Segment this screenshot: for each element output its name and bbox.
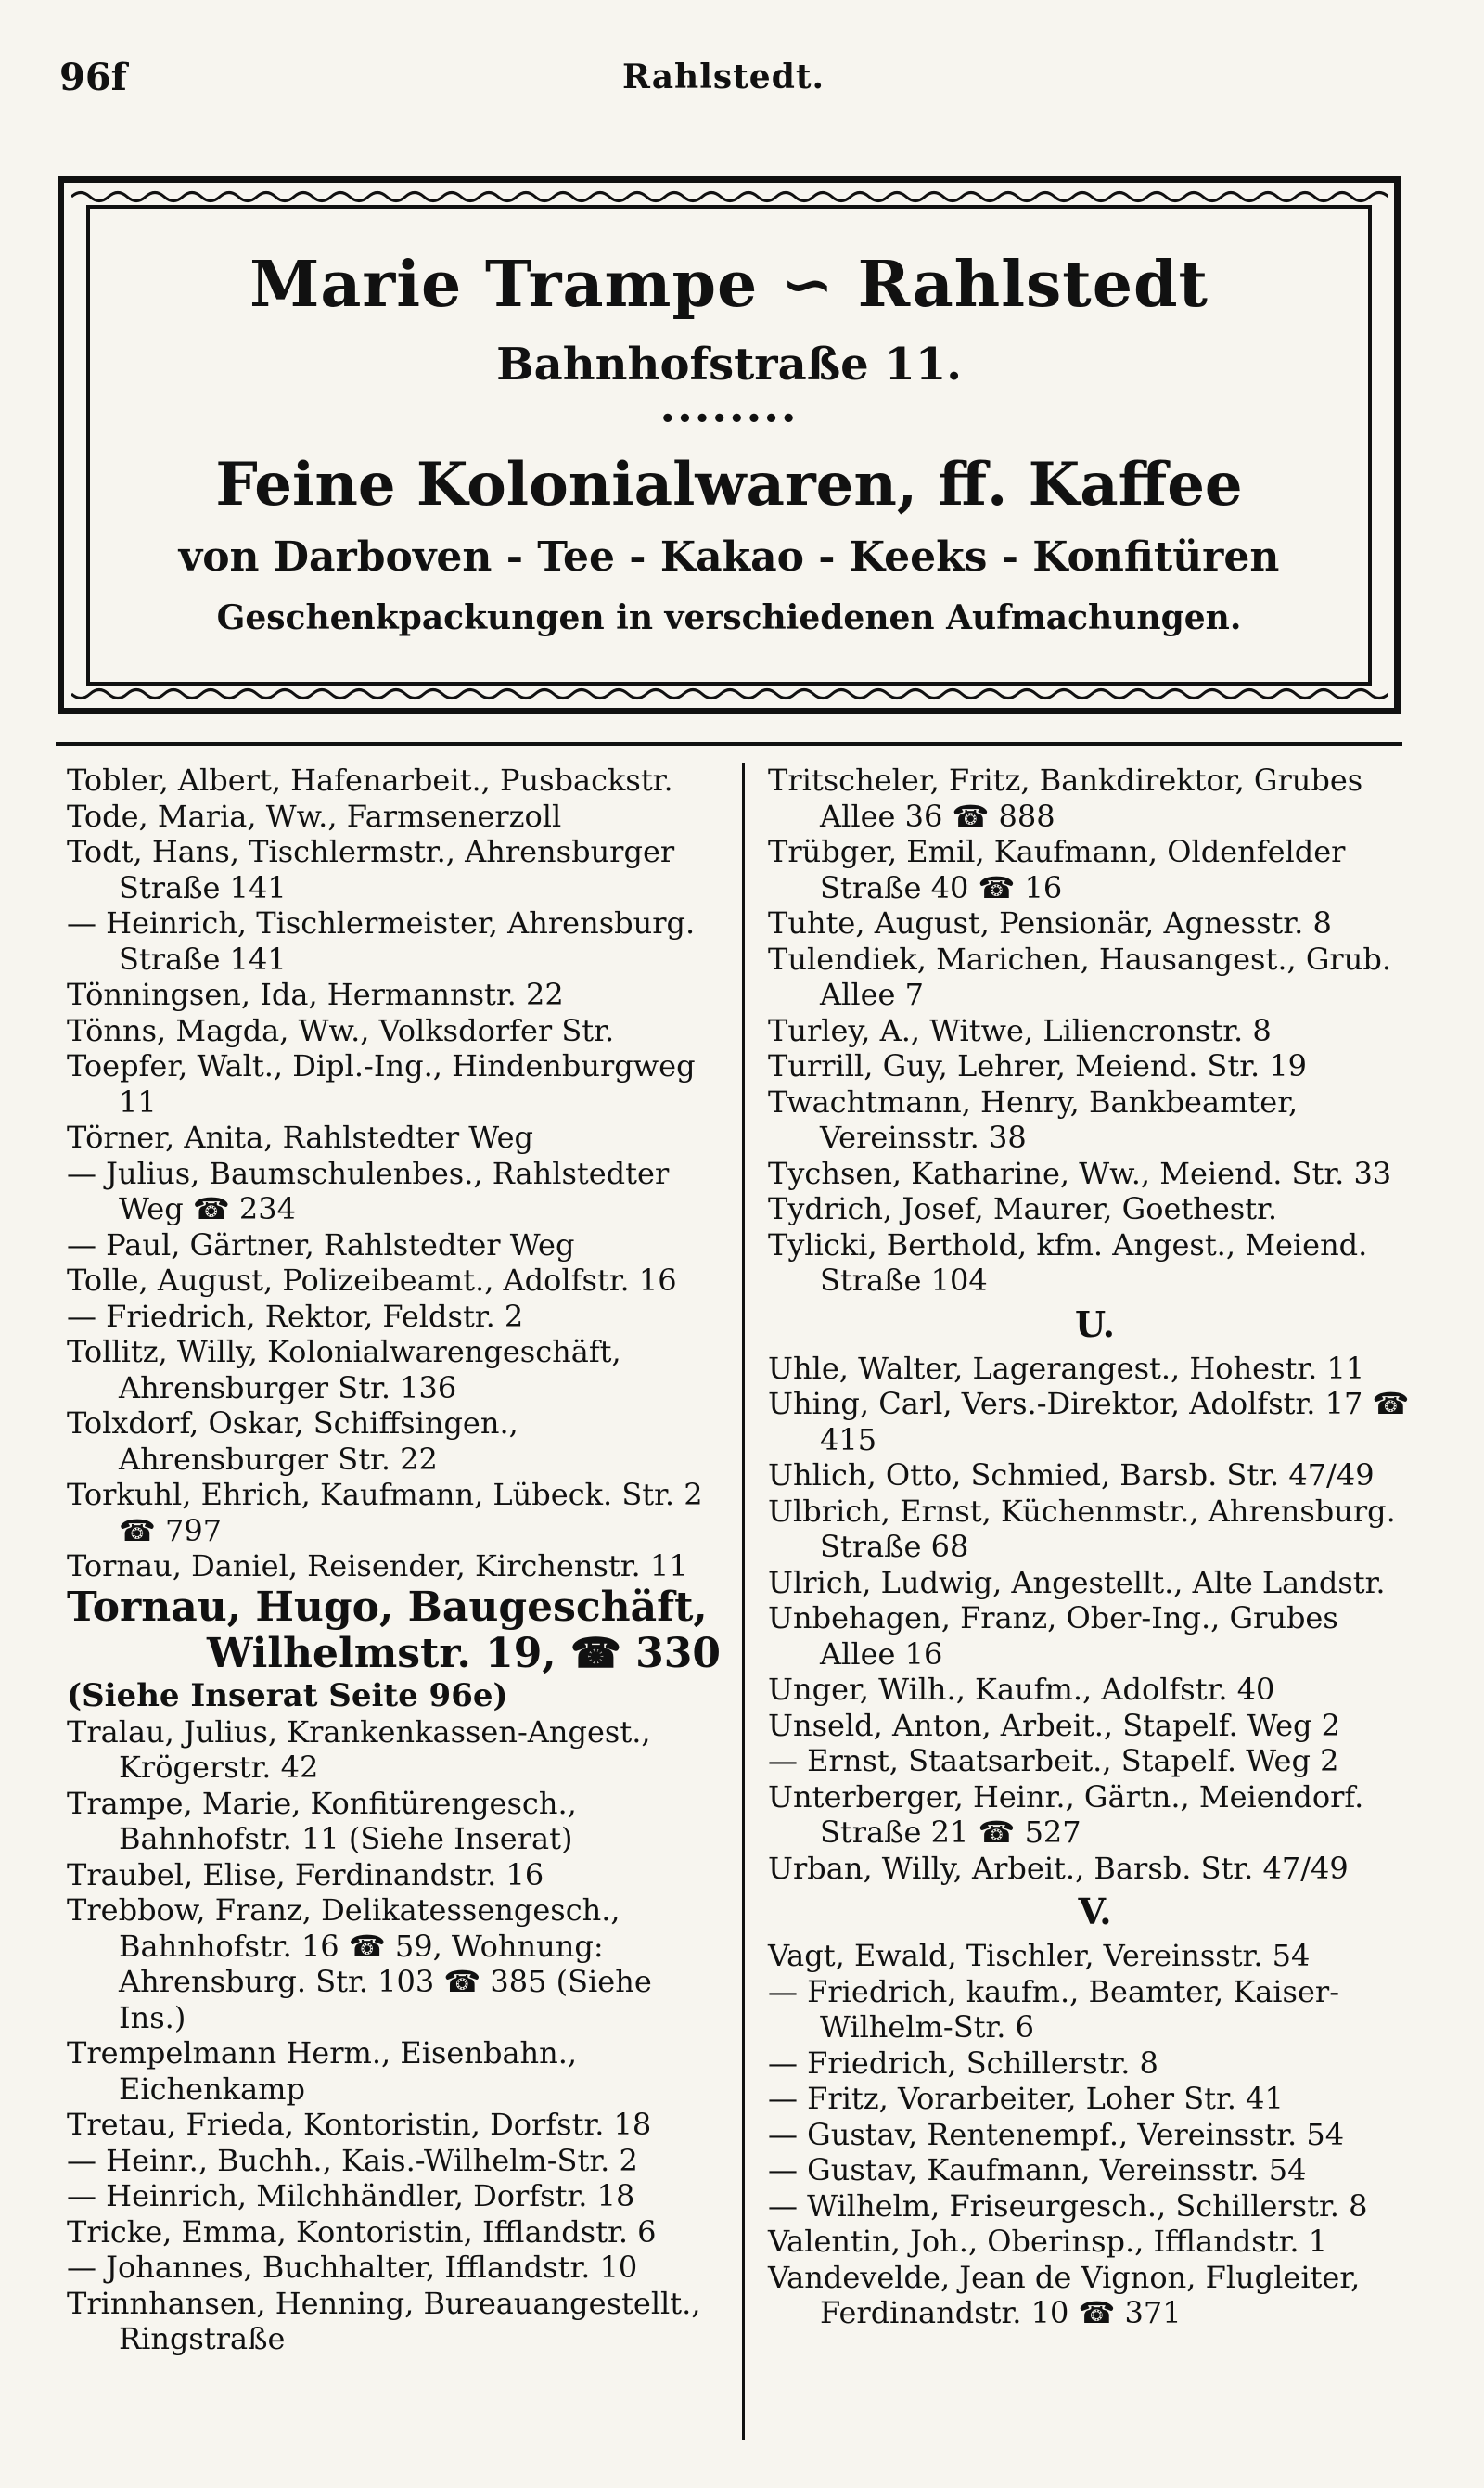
directory-entry: Ulbrich, Ernst, Küchenmstr., Ahrensburg. Straße 68 bbox=[768, 1493, 1396, 1564]
ad-tagline: Geschenkpackungen in verschiedenen Aufmachungen. bbox=[216, 598, 1242, 637]
directory-entry: Tretau, Frieda, Kontoristin, Dorfstr. 18 bbox=[67, 2107, 652, 2142]
section-letter-u: U. bbox=[1075, 1302, 1115, 1345]
right-column bbox=[768, 763, 1422, 2331]
directory-entry: — Julius, Baumschulenbes., Rahlstedter Weg ☎ 234 bbox=[67, 1155, 670, 1226]
directory-entry: Uhlich, Otto, Schmied, Barsb. Str. 47/49 bbox=[768, 1457, 1375, 1493]
directory-entry: Ulrich, Ludwig, Angestellt., Alte Landstr. bbox=[768, 1564, 1386, 1600]
left-column bbox=[67, 763, 721, 2357]
directory-entry: Tralau, Julius, Krankenkassen-Angest., Krögerstr. 42 bbox=[67, 1713, 651, 1785]
directory-entry: Unger, Wilh., Kaufm., Adolfstr. 40 bbox=[768, 1672, 1275, 1707]
directory-entry: Toepfer, Walt., Dipl.-Ing., Hindenburgweg 11 bbox=[67, 1048, 696, 1120]
directory-entry: — Paul, Gärtner, Rahlstedter Weg bbox=[67, 1226, 575, 1263]
directory-entry: Valentin, Joh., Oberinsp., Ifflandstr. 1 bbox=[768, 2224, 1328, 2259]
directory-entry: Tritscheler, Fritz, Bankdirektor, Grubes Allee 36 ☎ 888 bbox=[768, 763, 1363, 834]
ad-headline: Feine Kolonialwaren, ff. Kaffee bbox=[215, 450, 1243, 519]
running-title: Rahlstedt. bbox=[621, 58, 825, 96]
directory-entry: Uhle, Walter, Lagerangest., Hohestr. 11 bbox=[768, 1350, 1365, 1386]
directory-entry: Tolxdorf, Oskar, Schiffsingen., Ahrensburger Str. 22 bbox=[67, 1405, 518, 1477]
directory-entry: Twachtmann, Henry, Bankbeamter, Vereinsstr. 38 bbox=[768, 1084, 1298, 1155]
horizontal-rule bbox=[56, 742, 1402, 746]
directory-entry: Tornau, Daniel, Reisender, Kirchenstr. 11 bbox=[67, 1548, 688, 1584]
directory-entry: Traubel, Elise, Ferdinandstr. 16 bbox=[67, 1856, 544, 1892]
directory-entry: Tollitz, Willy, Kolonialwarengeschäft, Ahrensburger Str. 136 bbox=[67, 1334, 621, 1405]
page-number: 96f bbox=[59, 56, 127, 99]
directory-entry: Vagt, Ewald, Tischler, Vereinsstr. 54 bbox=[768, 1938, 1311, 1973]
directory-entry: Vandevelde, Jean de Vignon, Flugleiter, Ferdinandstr. 10 ☎ 371 bbox=[768, 2259, 1361, 2330]
ornament-border-top bbox=[71, 188, 1388, 205]
ad-divider: •••••••• bbox=[659, 405, 799, 433]
directory-entry: — Johannes, Buchhalter, Ifflandstr. 10 bbox=[67, 2250, 638, 2285]
section-letter-v: V. bbox=[1078, 1891, 1112, 1932]
directory-entry: — Friedrich, Rektor, Feldstr. 2 bbox=[67, 1298, 524, 1334]
directory-entry: Tydrich, Josef, Maurer, Goethestr. bbox=[768, 1191, 1278, 1226]
directory-entry: Tylicki, Berthold, kfm. Angest., Meiend. Straße 104 bbox=[768, 1226, 1368, 1298]
directory-entry: Tönningsen, Ida, Hermannstr. 22 bbox=[67, 977, 564, 1012]
advertisement-box bbox=[58, 176, 1401, 714]
directory-entry: Todt, Hans, Tischlermstr., Ahrensburger Straße 141 bbox=[67, 834, 675, 905]
directory-entry: — Ernst, Staatsarbeit., Stapelf. Weg 2 bbox=[768, 1743, 1339, 1778]
directory-entry: Tuhte, August, Pensionär, Agnesstr. 8 bbox=[768, 905, 1332, 941]
directory-entry: Tricke, Emma, Kontoristin, Ifflandstr. 6 bbox=[67, 2213, 657, 2250]
directory-entry: — Wilhelm, Friseurgesch., Schillerstr. 8 bbox=[768, 2187, 1368, 2224]
directory-entry: Unseld, Anton, Arbeit., Stapelf. Weg 2 bbox=[768, 1707, 1341, 1743]
ornament-border-bottom bbox=[71, 686, 1388, 702]
directory-entry: — Friedrich, kaufm., Beamter, Kaiser-Wilhelm-Str. 6 bbox=[768, 1973, 1339, 2045]
directory-entry: Törner, Anita, Rahlstedter Weg bbox=[67, 1120, 533, 1155]
ad-address: Bahnhofstraße 11. bbox=[496, 339, 962, 391]
page-header bbox=[56, 56, 1391, 111]
directory-entry: Trempelmann Herm., Eisenbahn., Eichenkamp bbox=[67, 2035, 578, 2107]
directory-entry: Tode, Maria, Ww., Farmsenerzoll bbox=[67, 798, 562, 834]
directory-entry: Tychsen, Katharine, Ww., Meiend. Str. 33 bbox=[768, 1155, 1392, 1191]
ad-business-name: Marie Trampe ∽ Rahlstedt bbox=[249, 248, 1209, 322]
directory-entry: — Heinrich, Tischlermeister, Ahrensburg. Straße 141 bbox=[67, 905, 696, 977]
directory-entry: Trebbow, Franz, Delikatessengesch., Bahnhofstr. 16 ☎ 59, Wohnung: Ahrensburg. Str. 103 ☎ 385 (Siehe Ins.) bbox=[67, 1892, 652, 2035]
directory-entry: Trinnhansen, Henning, Bureauangestellt., Ringstraße bbox=[67, 2285, 701, 2356]
directory-entry: Torkuhl, Ehrich, Kaufmann, Lübeck. Str. 2 ☎ 797 bbox=[67, 1477, 703, 1548]
bold-entry-line: Wilhelmstr. 19, ☎ 330 bbox=[206, 1629, 721, 1677]
directory-entry: Turley, A., Witwe, Liliencronstr. 8 bbox=[768, 1012, 1272, 1048]
directory-entry: Turrill, Guy, Lehrer, Meiend. Str. 19 bbox=[768, 1048, 1308, 1084]
directory-entry: Tulendiek, Marichen, Hausangest., Grub. Allee 7 bbox=[768, 941, 1391, 1012]
directory-entry: — Fritz, Vorarbeiter, Loher Str. 41 bbox=[768, 2081, 1284, 2116]
directory-entry: Tönns, Magda, Ww., Volksdorfer Str. bbox=[67, 1012, 615, 1048]
directory-entry: Uhing, Carl, Vers.-Direktor, Adolfstr. 17 ☎ 415 bbox=[768, 1386, 1410, 1457]
directory-entry: — Gustav, Kaufmann, Vereinsstr. 54 bbox=[768, 2152, 1307, 2187]
directory-entry: Unbehagen, Franz, Ober-Ing., Grubes Allee 16 bbox=[768, 1600, 1338, 1672]
directory-entry: — Gustav, Rentenempf., Vereinsstr. 54 bbox=[768, 2116, 1345, 2152]
ad-products: von Darboven - Tee - Kakao - Keeks - Konfitüren bbox=[178, 533, 1280, 581]
bold-entry-line: Tornau, Hugo, Baugeschäft, bbox=[67, 1583, 708, 1631]
directory-entry: Urban, Willy, Arbeit., Barsb. Str. 47/49 bbox=[768, 1850, 1349, 1886]
directory-entry: Trampe, Marie, Konfitürengesch., Bahnhofstr. 11 (Siehe Inserat) bbox=[67, 1785, 577, 1856]
directory-entry: — Heinr., Buchh., Kais.-Wilhelm-Str. 2 bbox=[67, 2142, 638, 2178]
directory-entry: Tolle, August, Polizeibeamt., Adolfstr. 16 bbox=[67, 1263, 677, 1298]
bold-entry-note: (Siehe Inserat Seite 96e) bbox=[67, 1676, 508, 1714]
directory-entry: — Friedrich, Schillerstr. 8 bbox=[768, 2045, 1158, 2081]
directory-entry: — Heinrich, Milchhändler, Dorfstr. 18 bbox=[67, 2178, 635, 2213]
directory-entry: Tobler, Albert, Hafenarbeit., Pusbackstr. bbox=[67, 763, 673, 798]
directory-entry: Unterberger, Heinr., Gärtn., Meiendorf. Straße 21 ☎ 527 bbox=[768, 1778, 1364, 1850]
column-divider bbox=[742, 763, 745, 2440]
directory-entry: Trübger, Emil, Kaufmann, Oldenfelder Straße 40 ☎ 16 bbox=[768, 834, 1346, 905]
